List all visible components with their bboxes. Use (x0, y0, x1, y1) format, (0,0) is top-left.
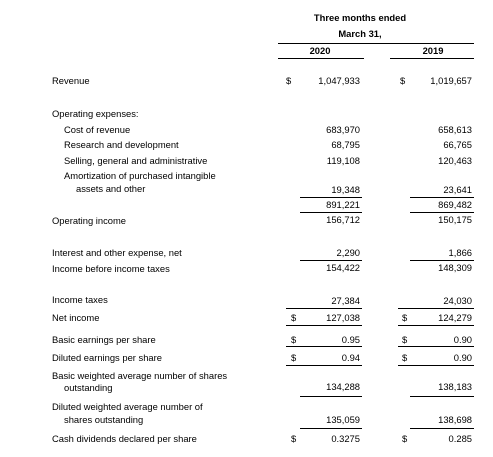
row-label: Basic earnings per share (52, 334, 156, 345)
column-header-2019: 2019 (422, 45, 444, 56)
net-income-double-rule-2019 (398, 325, 474, 326)
subtotal-rule-2020 (300, 197, 362, 198)
period-date: March 31, (338, 28, 382, 39)
row-label: Selling, general and administrative (64, 155, 208, 166)
currency-symbol: $ (402, 334, 408, 345)
operating-expenses-heading: Operating expenses: (52, 108, 139, 119)
header-rule (278, 43, 474, 44)
value-2019: 124,279 (438, 312, 472, 323)
row-label: Revenue (52, 75, 90, 86)
diluted-eps-rule-2019 (398, 365, 474, 366)
diluted-shares-rule-2019 (410, 428, 474, 429)
row-label-line1: Diluted weighted average number of (52, 401, 203, 412)
basic-shares-rule-2019 (410, 396, 474, 397)
row-label: Income before income taxes (52, 263, 170, 274)
currency-symbol: $ (291, 352, 297, 363)
interest-rule-2020 (300, 260, 362, 261)
currency-symbol: $ (291, 433, 297, 444)
currency-symbol: $ (291, 312, 297, 323)
total-rule-2019 (410, 212, 474, 213)
currency-symbol: $ (286, 75, 292, 86)
currency-symbol: $ (400, 75, 406, 86)
value-2019: 120,463 (438, 155, 472, 166)
row-label: Income taxes (52, 294, 108, 305)
basic-shares-rule-2020 (300, 396, 362, 397)
value-2019: 0.90 (453, 334, 472, 345)
value-2020: 127,038 (326, 312, 360, 323)
currency-symbol: $ (402, 352, 408, 363)
column-rule-2020 (278, 58, 364, 59)
value-2019: 658,613 (438, 124, 472, 135)
value-2020: 156,712 (326, 214, 360, 225)
column-rule-2019 (390, 58, 474, 59)
value-2019: 869,482 (438, 199, 472, 210)
value-2019: 66,765 (443, 139, 472, 150)
currency-symbol: $ (402, 312, 408, 323)
diluted-shares-rule-2020 (300, 428, 362, 429)
taxes-rule-2019 (398, 308, 474, 309)
row-label-line2: shares outstanding (64, 414, 144, 425)
total-rule-2020 (300, 212, 362, 213)
value-2020: 2,290 (336, 247, 360, 258)
period-title: Three months ended (313, 12, 407, 23)
row-label: Operating income (52, 215, 126, 226)
value-2020: 68,795 (331, 139, 360, 150)
subtotal-rule-2019 (410, 197, 474, 198)
row-label-line1: Basic weighted average number of shares (52, 370, 228, 381)
row-label: Cost of revenue (64, 124, 131, 135)
basic-eps-rule-2020 (286, 346, 362, 347)
value-2019: 150,175 (438, 214, 472, 225)
value-2020: 891,221 (326, 199, 360, 210)
row-label-line1: Amortization of purchased intangible (64, 170, 216, 181)
interest-rule-2019 (410, 260, 474, 261)
taxes-rule-2020 (286, 308, 362, 309)
row-label: Research and development (64, 139, 179, 150)
row-label: Net income (52, 312, 100, 323)
diluted-eps-rule-2020 (286, 365, 362, 366)
value-2019: 148,309 (438, 262, 472, 273)
row-label: Diluted earnings per share (52, 352, 162, 363)
value-2019: 0.285 (448, 433, 472, 444)
value-2020: 154,422 (326, 262, 360, 273)
row-label-line2: outstanding (64, 382, 113, 393)
value-2019: 138,183 (438, 381, 472, 392)
row-label-line2: assets and other (76, 183, 146, 194)
value-2020: 19,348 (331, 184, 360, 195)
value-2019: 138,698 (438, 414, 472, 425)
column-header-2020: 2020 (309, 45, 331, 56)
value-2020: 1,047,933 (318, 75, 360, 86)
currency-symbol: $ (291, 334, 297, 345)
value-2019: 0.90 (453, 352, 472, 363)
value-2019: 24,030 (443, 295, 472, 306)
value-2020: 0.3275 (331, 433, 360, 444)
value-2020: 27,384 (331, 295, 360, 306)
net-income-double-rule-2020 (286, 325, 362, 326)
value-2020: 683,970 (326, 124, 360, 135)
currency-symbol: $ (402, 433, 408, 444)
value-2020: 119,108 (326, 155, 360, 166)
value-2019: 1,019,657 (430, 75, 472, 86)
value-2019: 23,641 (443, 184, 472, 195)
value-2020: 135,059 (326, 414, 360, 425)
row-label: Interest and other expense, net (52, 247, 182, 258)
row-label: Cash dividends declared per share (52, 433, 197, 444)
value-2020: 134,288 (326, 381, 360, 392)
value-2020: 0.95 (341, 334, 360, 345)
basic-eps-rule-2019 (398, 346, 474, 347)
value-2019: 1,866 (448, 247, 472, 258)
value-2020: 0.94 (341, 352, 360, 363)
